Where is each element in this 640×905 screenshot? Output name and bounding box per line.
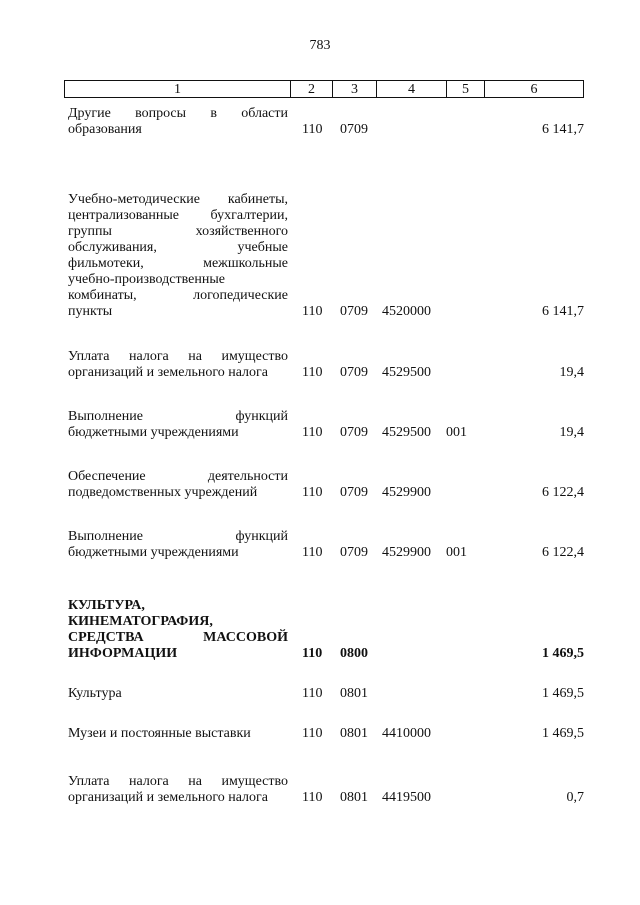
table-row — [64, 349, 584, 381]
row-c2: 110 — [302, 365, 323, 380]
row-c3: 0709 — [340, 545, 368, 560]
row-name-line: бюджетными учреждениями — [68, 545, 239, 560]
row-c4: 4410000 — [382, 726, 431, 741]
row-c2: 110 — [302, 122, 323, 137]
row-c6: 1 469,5 — [542, 726, 584, 741]
row-name-line: группы хозяйственного — [68, 224, 288, 239]
row-c3: 0709 — [340, 425, 368, 440]
row-c3: 0801 — [340, 726, 368, 741]
row-name-line: КИНЕМАТОГРАФИЯ, — [68, 614, 213, 629]
row-c6: 6 122,4 — [542, 545, 584, 560]
row-name-line: Учебно-методические кабинеты, — [68, 192, 288, 207]
row-c2: 110 — [302, 790, 323, 805]
table-row — [64, 529, 584, 561]
row-name — [68, 106, 288, 138]
row-c6: 1 469,5 — [542, 686, 584, 701]
table-row — [64, 686, 584, 702]
row-c2: 110 — [302, 545, 323, 560]
row-c3: 0800 — [340, 646, 368, 661]
row-c3: 0709 — [340, 304, 368, 319]
header-col-3: 3 — [333, 81, 377, 97]
row-c3: 0709 — [340, 365, 368, 380]
row-name — [68, 774, 288, 806]
row-name-line: Культура — [68, 686, 122, 701]
row-name-line: пункты — [68, 304, 113, 319]
row-c6: 19,4 — [559, 365, 584, 380]
row-name-line: Выполнение функций — [68, 409, 288, 424]
row-c5: 001 — [446, 425, 467, 440]
header-col-5: 5 — [447, 81, 485, 97]
row-c3: 0801 — [340, 686, 368, 701]
row-c4: 4529500 — [382, 365, 431, 380]
row-name-line: подведомственных учреждений — [68, 485, 258, 500]
row-c2: 110 — [302, 485, 323, 500]
row-name-line: Уплата налога на имущество — [68, 349, 288, 364]
row-c4: 4529500 — [382, 425, 431, 440]
row-c6: 6 122,4 — [542, 485, 584, 500]
row-c6: 6 141,7 — [542, 122, 584, 137]
row-name-line: комбинаты, логопедические — [68, 288, 288, 303]
table-row — [64, 774, 584, 806]
table-header — [64, 80, 584, 98]
row-name-line: фильмотеки, межшкольные — [68, 256, 288, 271]
table-row — [64, 106, 584, 138]
row-c4: 4529900 — [382, 545, 431, 560]
row-name-line: обслуживания, учебные — [68, 240, 288, 255]
row-c3: 0709 — [340, 485, 368, 500]
row-c2: 110 — [302, 726, 323, 741]
row-c6: 6 141,7 — [542, 304, 584, 319]
row-name — [68, 529, 288, 561]
row-c2: 110 — [302, 304, 323, 319]
row-c6: 0,7 — [566, 790, 584, 805]
row-name-line: учебно-производственные — [68, 272, 225, 287]
row-name-line: организаций и земельного налога — [68, 790, 268, 805]
row-c4: 4419500 — [382, 790, 431, 805]
row-c5: 001 — [446, 545, 467, 560]
page-number: 783 — [309, 38, 331, 53]
row-name-line: Музеи и постоянные выставки — [68, 726, 251, 741]
header-col-6: 6 — [530, 82, 538, 97]
row-name-line: Уплата налога на имущество — [68, 774, 288, 789]
row-name — [68, 469, 288, 501]
row-name-line: ИНФОРМАЦИИ — [68, 646, 178, 661]
row-name-line: Другие вопросы в области — [68, 106, 288, 121]
row-c3: 0709 — [340, 122, 368, 137]
row-c2: 110 — [302, 425, 323, 440]
row-c3: 0801 — [340, 790, 368, 805]
row-name-line: образования — [68, 122, 142, 137]
row-name — [68, 726, 288, 742]
row-c6: 1 469,5 — [542, 646, 584, 661]
row-name-line: организаций и земельного налога — [68, 365, 268, 380]
row-name-line: СРЕДСТВА МАССОВОЙ — [68, 630, 288, 645]
row-c2: 110 — [302, 686, 323, 701]
table-row — [64, 192, 584, 320]
row-name — [68, 409, 288, 441]
row-c4: 4529900 — [382, 485, 431, 500]
row-name-line: централизованные бухгалтерии, — [68, 208, 288, 223]
row-name-line: бюджетными учреждениями — [68, 425, 239, 440]
table-row — [64, 598, 584, 662]
row-name — [68, 686, 288, 702]
row-name — [68, 349, 288, 381]
row-name — [68, 192, 288, 320]
header-col-4: 4 — [377, 81, 447, 97]
table-row — [64, 409, 584, 441]
row-name — [68, 598, 288, 662]
table-row — [64, 726, 584, 742]
row-c6: 19,4 — [559, 425, 584, 440]
row-name-line: Обеспечение деятельности — [68, 469, 288, 484]
row-name-line: Выполнение функций — [68, 529, 288, 544]
header-col-2: 2 — [291, 81, 333, 97]
header-col-1: 1 — [65, 81, 291, 97]
row-c2: 110 — [302, 646, 323, 661]
row-name-line: КУЛЬТУРА, — [68, 598, 145, 613]
row-c4: 4520000 — [382, 304, 431, 319]
table-row — [64, 469, 584, 501]
